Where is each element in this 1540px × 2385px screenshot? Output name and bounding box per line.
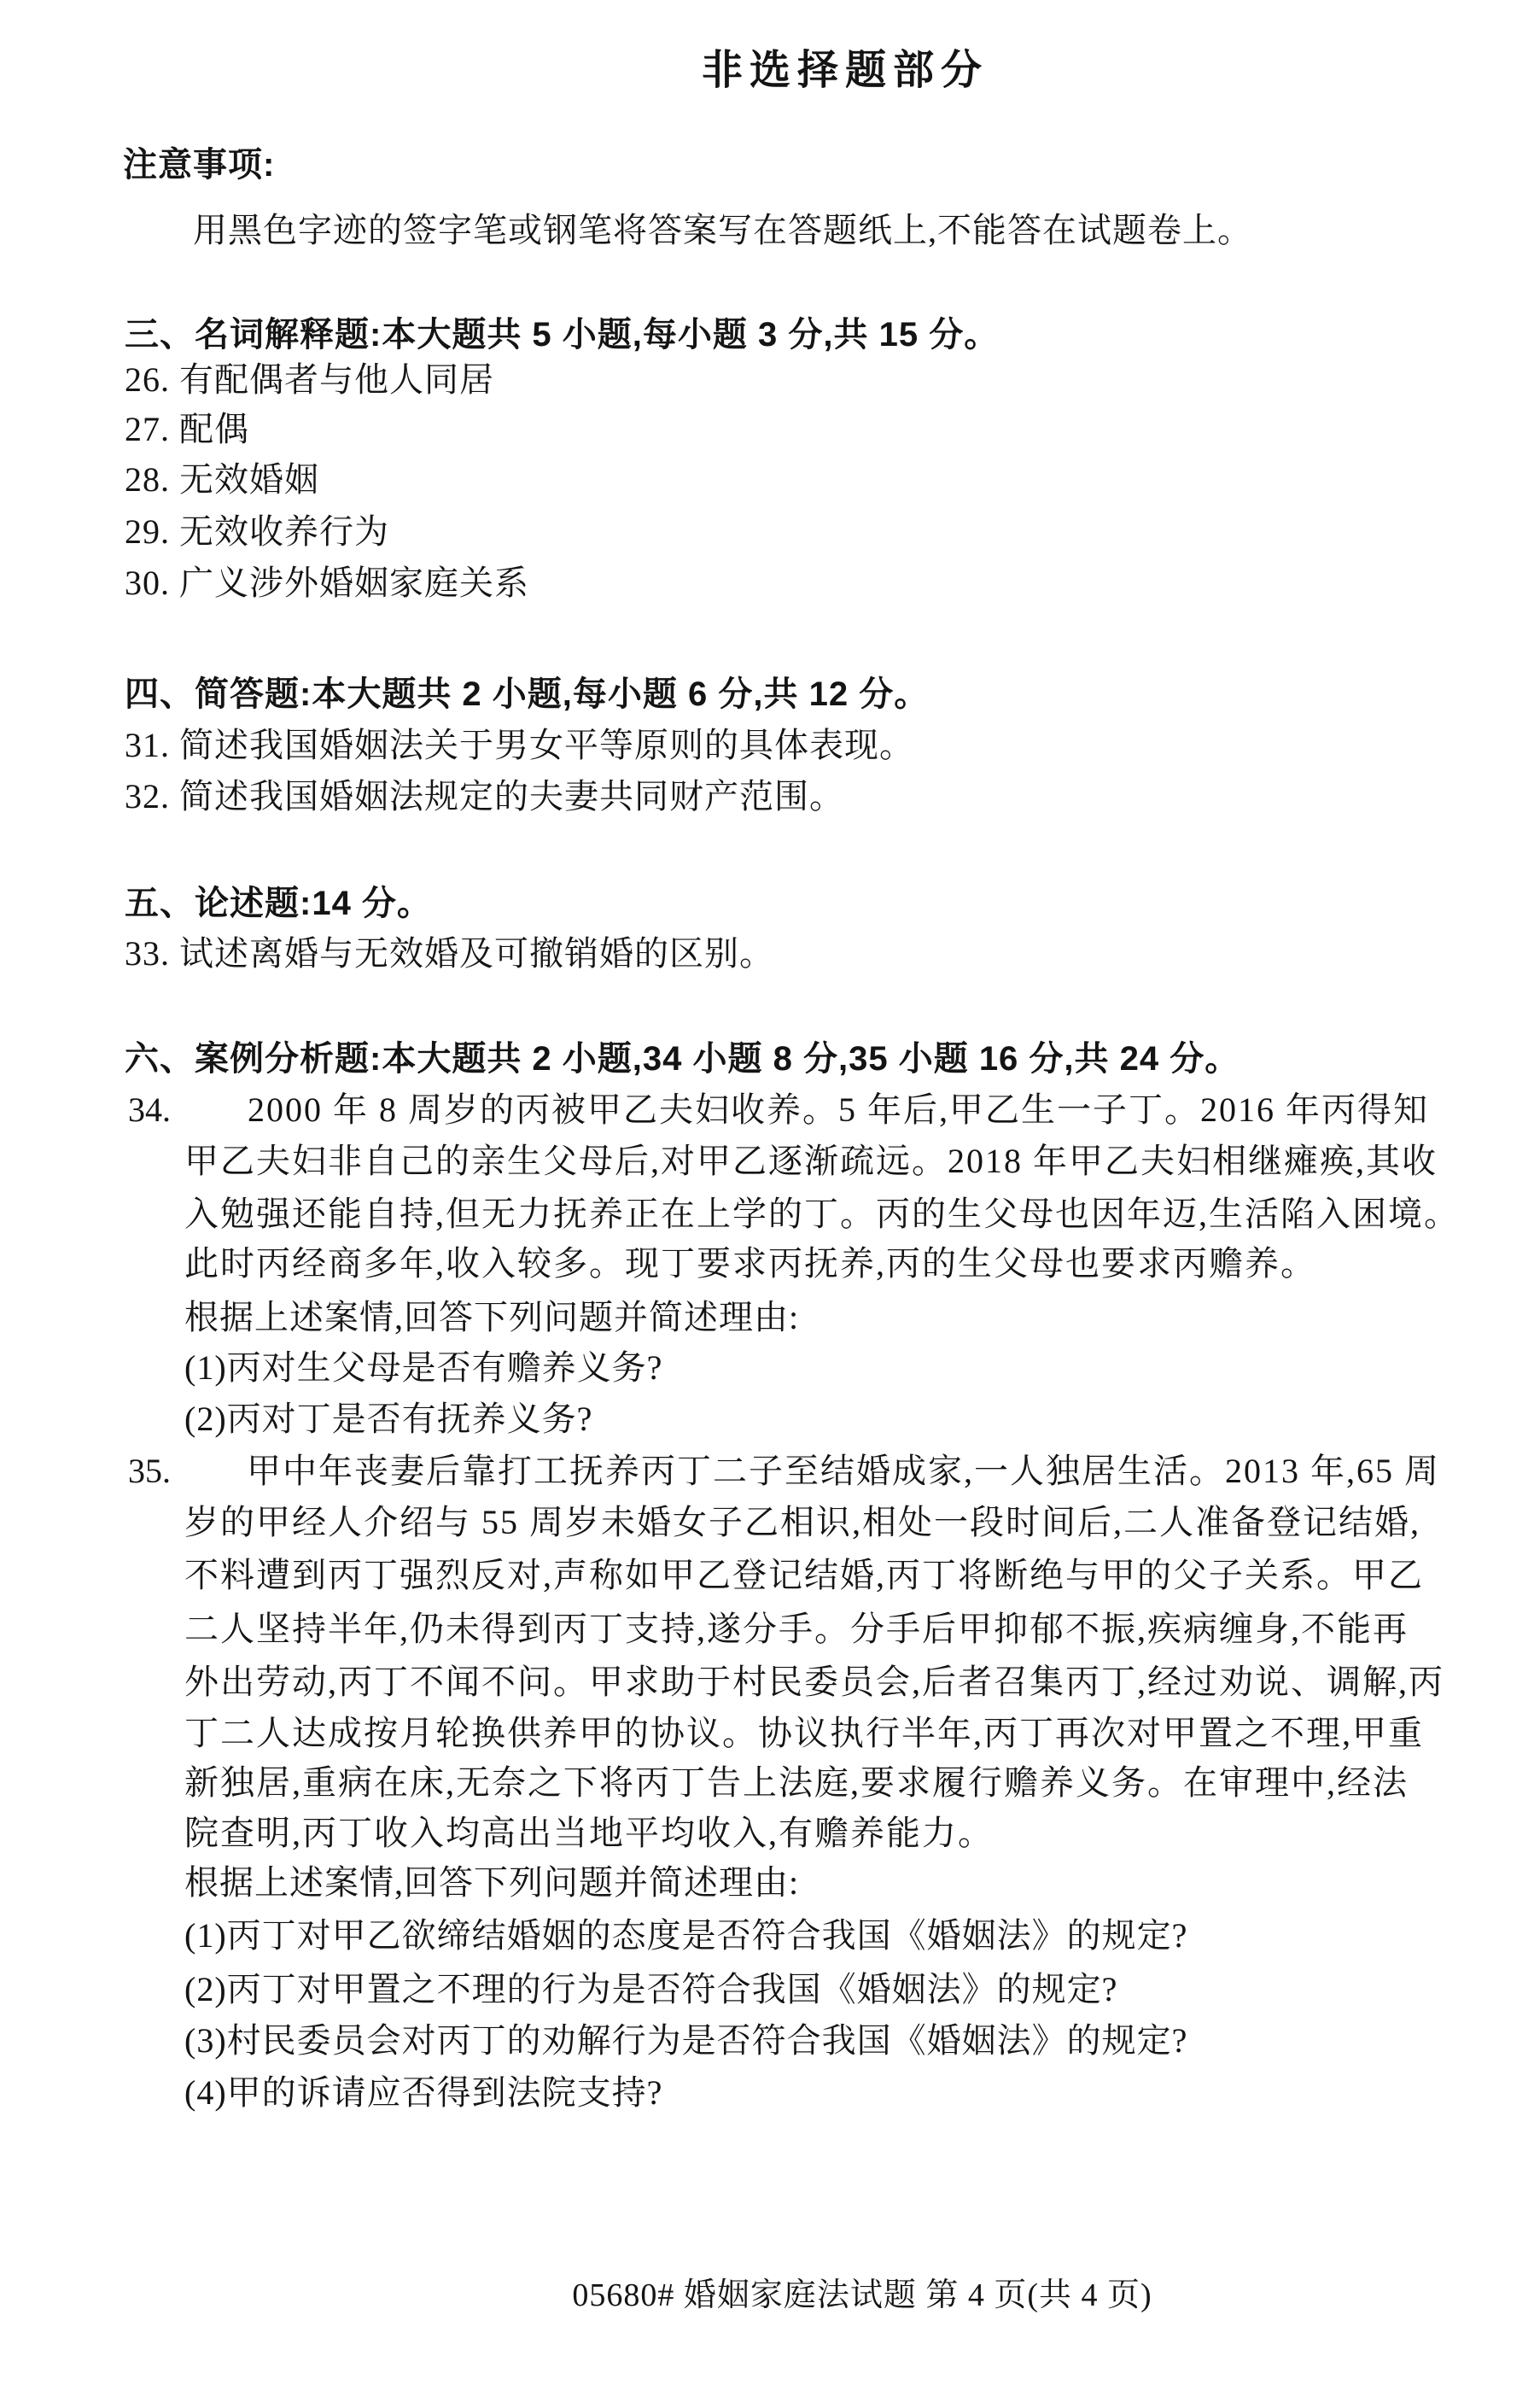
question-35-line-2: 岁的甲经人介绍与 55 周岁未婚女子乙相识,相处一段时间后,二人准备登记结婚, xyxy=(184,1503,1420,1541)
page-footer: 05680# 婚姻家庭法试题 第 4 页(共 4 页) xyxy=(572,2277,1152,2313)
question-34-line-1: 2000 年 8 周岁的丙被甲乙夫妇收养。5 年后,甲乙生一子丁。2016 年丙得知 xyxy=(248,1090,1429,1129)
question-item-28: 28. 无效婚姻 xyxy=(125,460,319,499)
question-35-subquestion-1: (1)丙丁对甲乙欲缔结婚姻的态度是否符合我国《婚姻法》的规定? xyxy=(184,1916,1188,1955)
question-item-32: 32. 简述我国婚姻法规定的夫妻共同财产范围。 xyxy=(125,777,844,815)
question-34-prompt: 根据上述案情,回答下列问题并简述理由: xyxy=(184,1298,800,1336)
question-34-line-4: 此时丙经商多年,收入较多。现丁要求丙抚养,丙的生父母也要求丙赡养。 xyxy=(184,1244,1316,1283)
notes-body: 用黑色字迹的签字笔或钢笔将答案写在答题纸上,不能答在试题卷上。 xyxy=(193,211,1252,249)
question-34-subquestion-1: (1)丙对生父母是否有赡养义务? xyxy=(184,1348,663,1387)
question-35-line-8: 院查明,丙丁收入均高出当地平均收入,有赡养能力。 xyxy=(184,1814,994,1852)
section5-heading: 五、论述题:14 分。 xyxy=(125,885,432,922)
question-34-line-3: 入勉强还能自持,但无力抚养正在上学的丁。丙的生父母也因年迈,生活陷入困境。 xyxy=(184,1195,1460,1233)
section3-heading: 三、名词解释题:本大题共 5 小题,每小题 3 分,共 15 分。 xyxy=(125,316,1000,354)
question-item-30: 30. 广义涉外婚姻家庭关系 xyxy=(125,564,529,602)
question-35-subquestion-4: (4)甲的诉请应否得到法院支持? xyxy=(184,2073,663,2112)
page-title: 非选择题部分 xyxy=(701,48,989,93)
question-35-line-7: 新独居,重病在床,无奈之下将丙丁告上法庭,要求履行赡养义务。在审理中,经法 xyxy=(184,1763,1409,1802)
question-34-subquestion-2: (2)丙对丁是否有抚养义务? xyxy=(184,1400,593,1438)
question-35-subquestion-2: (2)丙丁对甲置之不理的行为是否符合我国《婚姻法》的规定? xyxy=(184,1970,1118,2008)
question-34-line-2: 甲乙夫妇非自己的亲生父母后,对甲乙逐渐疏远。2018 年甲乙夫妇相继瘫痪,其收 xyxy=(184,1142,1438,1180)
question-35-line-6: 丁二人达成按月轮换供养甲的协议。协议执行半年,丙丁再次对甲置之不理,甲重 xyxy=(184,1714,1424,1752)
question-35-line-4: 二人坚持半年,仍未得到丙丁支持,遂分手。分手后甲抑郁不振,疾病缠身,不能再 xyxy=(184,1610,1409,1648)
notes-label: 注意事项: xyxy=(123,146,276,184)
question-35-number: 35. xyxy=(128,1452,171,1490)
question-item-29: 29. 无效收养行为 xyxy=(125,512,389,551)
section6-heading: 六、案例分析题:本大题共 2 小题,34 小题 8 分,35 小题 16 分,共 24 分。 xyxy=(125,1040,1240,1078)
question-35-line-3: 不料遭到丙丁强烈反对,声称如甲乙登记结婚,丙丁将断绝与甲的父子关系。甲乙 xyxy=(184,1556,1424,1594)
question-35-line-5: 外出劳动,丙丁不闻不问。甲求助于村民委员会,后者召集丙丁,经过劝说、调解,丙 xyxy=(184,1663,1444,1701)
question-35-prompt: 根据上述案情,回答下列问题并简述理由: xyxy=(184,1863,800,1902)
question-item-27: 27. 配偶 xyxy=(125,410,249,448)
section4-heading: 四、简答题:本大题共 2 小题,每小题 6 分,共 12 分。 xyxy=(125,675,930,713)
question-34-number: 34. xyxy=(128,1090,171,1129)
question-item-31: 31. 简述我国婚姻法关于男女平等原则的具体表现。 xyxy=(125,726,914,764)
question-item-33: 33. 试述离婚与无效婚及可撤销婚的区别。 xyxy=(125,934,774,973)
question-35-line-1: 甲中年丧妻后靠打工抚养丙丁二子至结婚成家,一人独居生活。2013 年,65 周 xyxy=(247,1452,1440,1490)
question-item-26: 26. 有配偶者与他人同居 xyxy=(125,360,494,399)
question-35-subquestion-3: (3)村民委员会对丙丁的劝解行为是否符合我国《婚姻法》的规定? xyxy=(184,2021,1188,2060)
